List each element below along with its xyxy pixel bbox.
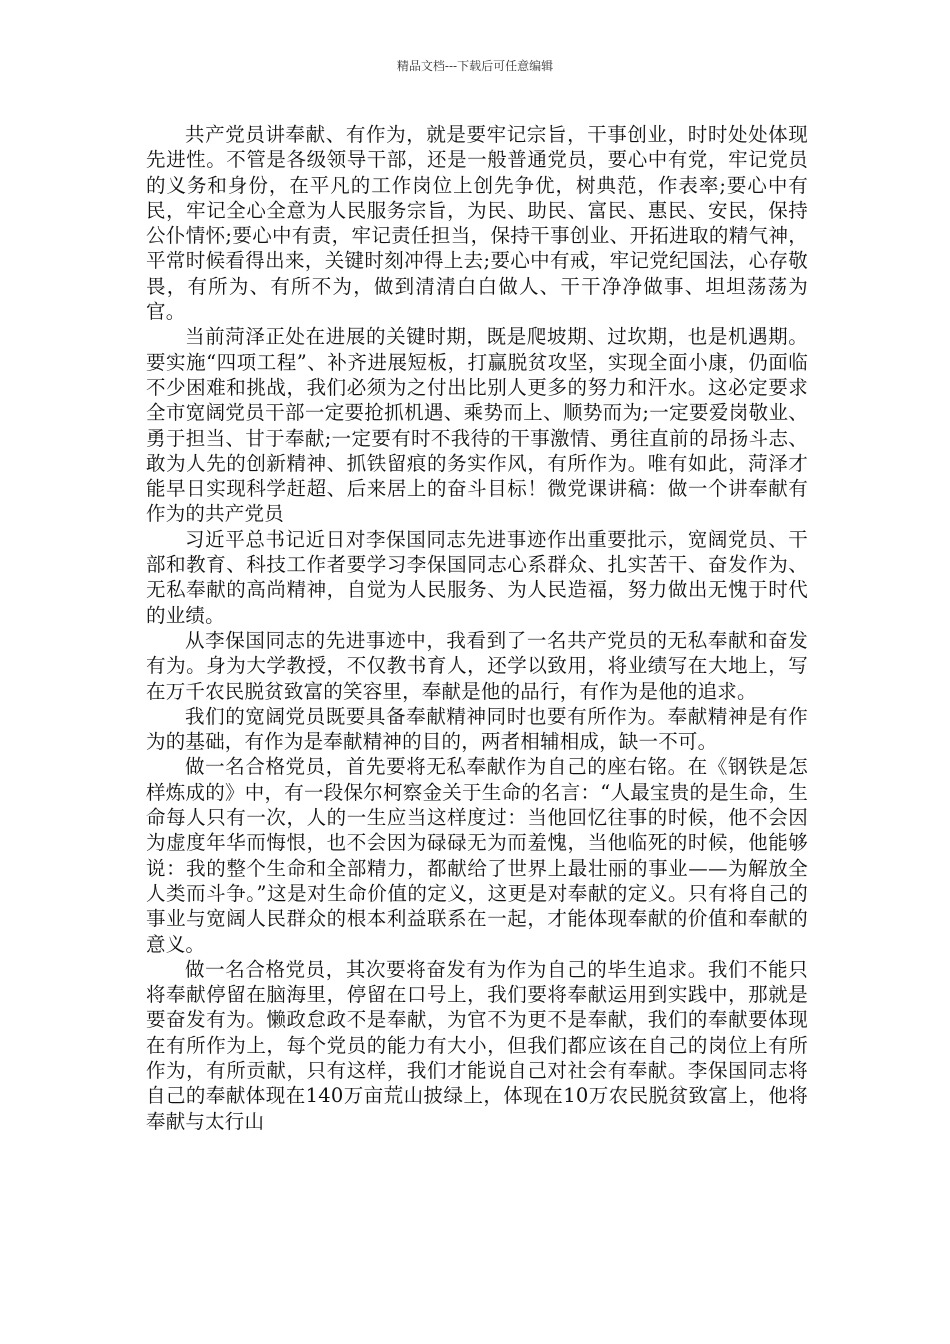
paragraph-7: 做一名合格党员，其次要将奋发有为作为自己的毕生追求。我们不能只将奉献停留在脑海里，停留在口号上，我们要将奉献运用到实践中，那就是要奋发有为。懒政怠政不是奉献，为官不为更不是奉献，我们的奉献要体现在有所作为上，每个党员的能力有大小，但我们都应该在自己的岗位上有所作为，有所贡献，只有这样，我们才能说自己对社会有奉献。李保国同志将自己的奉献体现在140万亩荒山披绿上，体现在10万农民脱贫致富上，他将奉献与太行山 [146, 957, 808, 1133]
page-header: 精品文档---下载后可任意编辑 [396, 59, 554, 73]
paragraph-5: 我们的宽阔党员既要具备奉献精神同时也要有所作为。奉献精神是有作为的基础，有作为是奉献精神的目的，两者相辅相成，缺一不可。 [146, 704, 808, 754]
paragraph-1: 共产党员讲奉献、有作为，就是要牢记宗旨，干事创业，时时处处体现先进性。不管是各级领导干部，还是一般普通党员，要心中有党，牢记党员的义务和身份，在平凡的工作岗位上创先争优，树典范，作表率;要心中有民，牢记全心全意为人民服务宗旨，为民、助民、富民、惠民、安民，保持公仆情怀;要心中有责，牢记责任担当，保持干事创业、开拓进取的精气神，平常时候看得出来，关键时刻冲得上去;要心中有戒，牢记党纪国法，心存敬畏，有所为、有所不为，做到清清白白做人、干干净净做事、坦坦荡荡为官。 [146, 123, 808, 324]
paragraph-6: 做一名合格党员，首先要将无私奉献作为自己的座右铭。在《钢铁是怎样炼成的》中，有一段保尔柯察金关于生命的名言：“人最宝贵的是生命，生命每人只有一次，人的一生应当这样度过：当他回忆往事的时候，他不会因为虚度年华而悔恨，也不会因为碌碌无为而羞愧，当他临死的时候，他能够说：我的整个生命和全部精力，都献给了世界上最壮丽的事业——为解放全人类而斗争。”这是对生命价值的定义，这更是对奉献的定义。只有将自己的事业与宽阔人民群众的根本利益联系在一起，才能体现奉献的价值和奉献的意义。 [146, 755, 808, 956]
paragraph-2: 当前菏泽正处在进展的关键时期，既是爬坡期、过坎期，也是机遇期。要实施“四项工程”、补齐进展短板，打赢脱贫攻坚，实现全面小康，仍面临不少困难和挑战，我们必须为之付出比别人更多的努力和汗水。这必定要求全市宽阔党员干部一定要抢抓机遇、乘势而上、顺势而为;一定要爱岗敬业、勇于担当、甘于奉献;一定要有时不我待的干事激情、勇往直前的昂扬斗志、敢为人先的创新精神、抓铁留痕的务实作风，有所作为。唯有如此，菏泽才能早日实现科学赶超、后来居上的奋斗目标！微党课讲稿：做一个讲奉献有作为的共产党员 [146, 325, 808, 526]
paragraph-4: 从李保国同志的先进事迹中，我看到了一名共产党员的无私奉献和奋发有为。身为大学教授，不仅教书育人，还学以致用，将业绩写在大地上，写在万千农民脱贫致富的笑容里，奉献是他的品行，有作为是他的追求。 [146, 628, 808, 703]
paragraph-3: 习近平总书记近日对李保国同志先进事迹作出重要批示，宽阔党员、干部和教育、科技工作者要学习李保国同志心系群众、扎实苦干、奋发作为、无私奉献的高尚精神，自觉为人民服务、为人民造福，努力做出无愧于时代的业绩。 [146, 527, 808, 627]
document-body [146, 122, 808, 1134]
